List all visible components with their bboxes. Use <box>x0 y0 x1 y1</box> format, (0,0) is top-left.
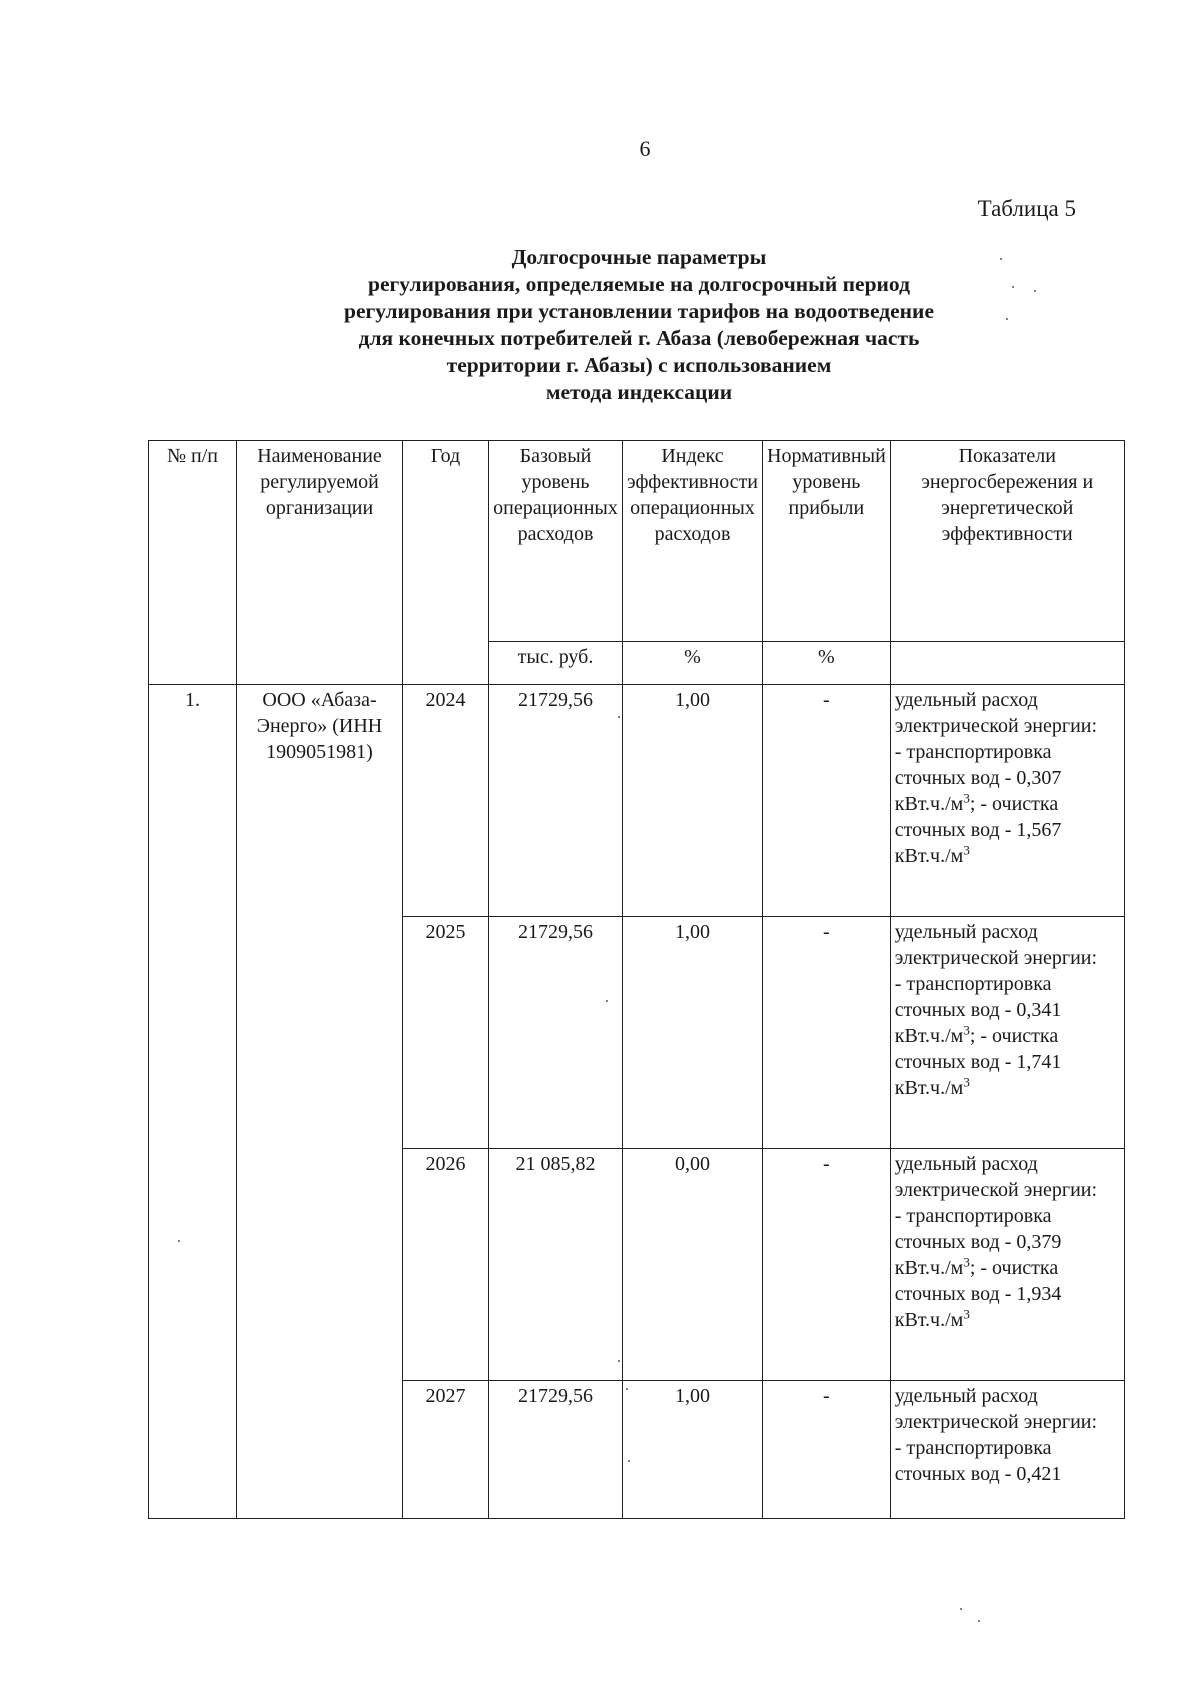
base-opex-cell: 21729,56 <box>489 917 623 1149</box>
title-line: регулирования при установлении тарифов на водоотведение <box>344 299 934 323</box>
title-line: территории г. Абазы) с использованием <box>446 353 832 377</box>
title-line: метода индексации <box>545 380 733 404</box>
efficiency-index-cell: 1,00 <box>623 685 763 917</box>
scan-speck <box>618 1360 620 1362</box>
energy-intro: удельный расход электрической энергии: <box>894 689 1098 737</box>
profit-level-cell: - <box>763 1381 891 1519</box>
year-cell: 2026 <box>403 1149 489 1381</box>
unit-exponent: 3 <box>963 1306 970 1322</box>
energy-transport: - транспортировка сточных вод - 0,307 кВт.ч./м <box>894 741 1062 815</box>
unit-energy-indicators <box>890 642 1124 685</box>
header-year: Год <box>403 441 489 685</box>
profit-level-cell: - <box>763 917 891 1149</box>
profit-level-cell: - <box>763 685 891 917</box>
energy-treatment: ; - очистка сточных вод - 1,741 кВт.ч./м <box>894 1025 1062 1099</box>
unit-base-opex: тыс. руб. <box>489 642 623 685</box>
profit-level-cell: - <box>763 1149 891 1381</box>
energy-intro: удельный расход электрической энергии: <box>894 1385 1098 1433</box>
title-line: регулирования, определяемые на долгосрочный период <box>368 272 910 296</box>
header-organization: Наименование регулируемой организации <box>237 441 403 685</box>
base-opex-cell: 21729,56 <box>489 685 623 917</box>
energy-indicator-cell <box>890 1149 1124 1381</box>
scan-speck <box>1006 318 1008 320</box>
unit-profit-level: % <box>763 642 891 685</box>
scan-speck <box>626 1388 628 1390</box>
energy-indicator-cell <box>890 1381 1124 1519</box>
unit-efficiency-index: % <box>623 642 763 685</box>
energy-intro: удельный расход электрической энергии: <box>894 921 1098 969</box>
header-base-opex: Базовый уровень операционных расходов <box>489 441 623 642</box>
page-number: 6 <box>639 136 651 161</box>
energy-treatment: ; - очистка сточных вод - 1,934 кВт.ч./м <box>894 1257 1062 1331</box>
scan-speck <box>178 1240 180 1242</box>
energy-transport: - транспортировка сточных вод - 0,379 кВт.ч./м <box>894 1205 1062 1279</box>
energy-treatment: ; - очистка сточных вод - 1,567 кВт.ч./м <box>894 793 1062 867</box>
scan-speck <box>606 1000 608 1002</box>
table-label: Таблица 5 <box>977 196 1076 221</box>
unit-exponent: 3 <box>963 790 970 806</box>
base-opex-cell: 21 085,82 <box>489 1149 623 1381</box>
unit-exponent: 3 <box>963 1254 970 1270</box>
scan-speck <box>978 1620 980 1622</box>
organization-name: ООО «Абаза-Энерго» (ИНН 1909051981) <box>237 685 403 1519</box>
header-num: № п/п <box>149 441 237 685</box>
energy-transport: - транспортировка сточных вод - 0,341 кВт.ч./м <box>894 973 1062 1047</box>
energy-transport: - транспортировка сточных вод - 0,421 <box>894 1437 1062 1485</box>
year-cell: 2025 <box>403 917 489 1149</box>
scan-speck <box>960 1608 962 1610</box>
unit-exponent: 3 <box>963 842 970 858</box>
tariff-parameters-table <box>148 440 1125 1519</box>
efficiency-index-cell: 1,00 <box>623 917 763 1149</box>
header-profit-level: Нормативный уровень прибыли <box>763 441 891 642</box>
document-title <box>244 244 1034 406</box>
scan-speck <box>618 716 620 718</box>
scan-speck <box>1034 290 1036 292</box>
base-opex-cell: 21729,56 <box>489 1381 623 1519</box>
year-cell: 2027 <box>403 1381 489 1519</box>
scan-speck <box>1000 258 1002 260</box>
header-efficiency-index: Индекс эффективности операционных расходов <box>623 441 763 642</box>
year-cell: 2024 <box>403 685 489 917</box>
scan-speck <box>1012 286 1014 288</box>
scan-speck <box>628 1460 630 1462</box>
title-line: Долгосрочные параметры <box>511 245 767 269</box>
efficiency-index-cell: 0,00 <box>623 1149 763 1381</box>
header-energy-indicators: Показатели энергосбережения и энергетической эффективности <box>890 441 1124 642</box>
energy-indicator-cell <box>890 685 1124 917</box>
table-row <box>149 685 1125 917</box>
row-number: 1. <box>149 685 237 1519</box>
energy-indicator-cell <box>890 917 1124 1149</box>
energy-intro: удельный расход электрической энергии: <box>894 1153 1098 1201</box>
title-line: для конечных потребителей г. Абаза (левобережная часть <box>358 326 920 350</box>
efficiency-index-cell: 1,00 <box>623 1381 763 1519</box>
unit-exponent: 3 <box>963 1074 970 1090</box>
unit-exponent: 3 <box>963 1022 970 1038</box>
